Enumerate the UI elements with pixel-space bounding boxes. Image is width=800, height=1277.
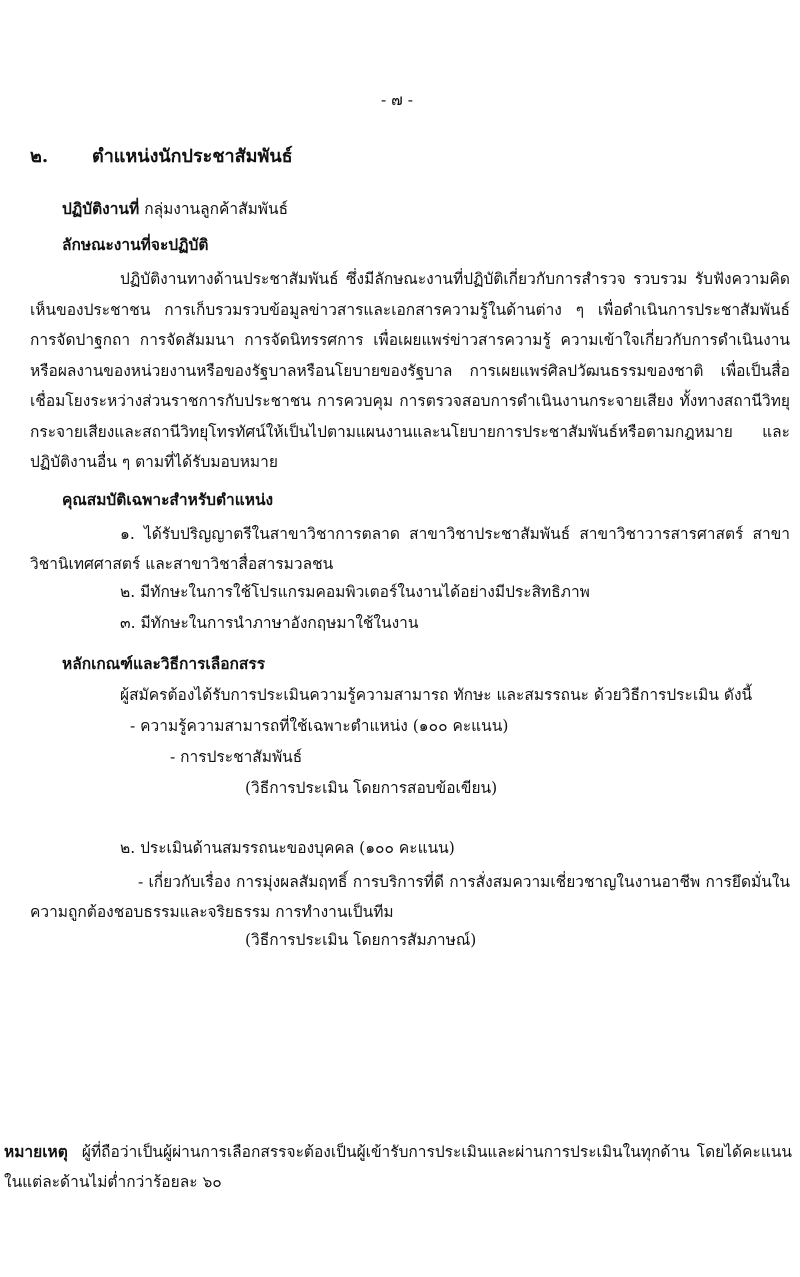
workplace-value: กลุ่มงานลูกค้าสัมพันธ์	[144, 200, 289, 218]
selection-heading: หลักเกณฑ์และวิธีการเลือกสรร	[62, 654, 266, 673]
qualification-item-1: ๑. ได้รับปริญญาตรีในสาขาวิชาการตลาด สาขาวิชาประชาสัมพันธ์ สาขาวิชาวารสารศาสตร์ สาขาวิชานิเทศศาสตร์ และสาขาวิชาสื่อสารมวลชน	[30, 525, 790, 573]
note-paragraph	[4, 1137, 792, 1197]
part2-title: ๒. ประเมินด้านสมรรถนะของบุคคล (๑๐๐ คะแนน)	[120, 839, 455, 857]
qualification-item-2: ๒. มีทักษะในการใช้โปรแกรมคอมพิวเตอร์ในงานได้อย่างมีประสิทธิภาพ	[120, 583, 590, 601]
selection-intro: ผู้สมัครต้องได้รับการประเมินความรู้ความสามารถ ทักษะ และสมรรถนะ ด้วยวิธีการประเมิน ดังนี้	[120, 686, 753, 704]
workplace-label: ปฏิบัติงานที่	[62, 199, 140, 218]
section-number: ๒.	[30, 146, 49, 167]
qualifications-heading: คุณสมบัติเฉพาะสำหรับตำแหน่ง	[62, 490, 274, 509]
part1-title: - ความรู้ความสามารถที่ใช้เฉพาะตำแหน่ง (๑๐๐ คะแนน)	[130, 717, 509, 735]
part1-method: (วิธีการประเมิน โดยการสอบข้อเขียน)	[245, 779, 498, 797]
part1-subitem: - การประชาสัมพันธ์	[170, 748, 303, 766]
page-number: - ๗ -	[381, 91, 413, 109]
part2-method: (วิธีการประเมิน โดยการสัมภาษณ์)	[245, 931, 477, 949]
workplace-line	[62, 197, 288, 221]
note-text: ผู้ที่ถือว่าเป็นผู้ผ่านการเลือกสรรจะต้องเป็นผู้เข้ารับการประเมินและผ่านการประเมินในทุกด้าน โดยได้คะแนนในแต่ละด้านไม่ต่ำกว่าร้อยละ ๖๐	[4, 1143, 793, 1191]
qualification-item-3: ๓. มีทักษะในการนำภาษาอังกฤษมาใช้ในงาน	[120, 614, 419, 632]
part2-body: - เกี่ยวกับเรื่อง การมุ่งผลสัมฤทธิ์ การบริการที่ดี การสั่งสมความเชี่ยวชาญในงานอาชีพ การยึดมั่นในความถูกต้องชอบธรรมและจริยธรรม การทำงานเป็นทีม	[30, 873, 790, 921]
note-label: หมายเหตุ	[4, 1142, 68, 1161]
section-title: ตำแหน่งนักประชาสัมพันธ์	[92, 146, 293, 167]
job-nature-heading: ลักษณะงานที่จะปฏิบัติ	[62, 235, 209, 254]
job-nature-body: ปฏิบัติงานทางด้านประชาสัมพันธ์ ซึ่งมีลักษณะงานที่ปฏิบัติเกี่ยวกับการสำรวจ รวบรวม รับฟังความคิดเห็นของประชาชน การเก็บรวมรวบข้อมูลข่าวสารและเอกสารความรู้ในด้านต่าง ๆ เพื่อดำเนินการประชาสัมพันธ์ การจัดปาฐกถา การจัดสัมมนา การจัดนิทรรศการ เพื่อเผยแพร่ข่าวสารความรู้ ความเข้าใจเกี่ยวกับการดำเนินงานหรือผลงานของหน่วยงานหรือของรัฐบาลหรือนโยบายของรัฐบาล การเผยแพร่ศิลปวัฒนธรรมของชาติ เพื่อเป็นสื่อเชื่อมโยงระหว่างส่วนราชการกับประชาชน การควบคุม การตรวจสอบการดำเนินงานกระจายเสียง ทั้งทางสถานีวิทยุกระจายเสียงและสถานีวิทยุโทรทัศน์ให้เป็นไปตามแผนงานและนโยบายการประชาสัมพันธ์หรือตามกฎหมาย และปฏิบัติงานอื่น ๆ ตามที่ได้รับมอบหมาย	[30, 270, 790, 471]
